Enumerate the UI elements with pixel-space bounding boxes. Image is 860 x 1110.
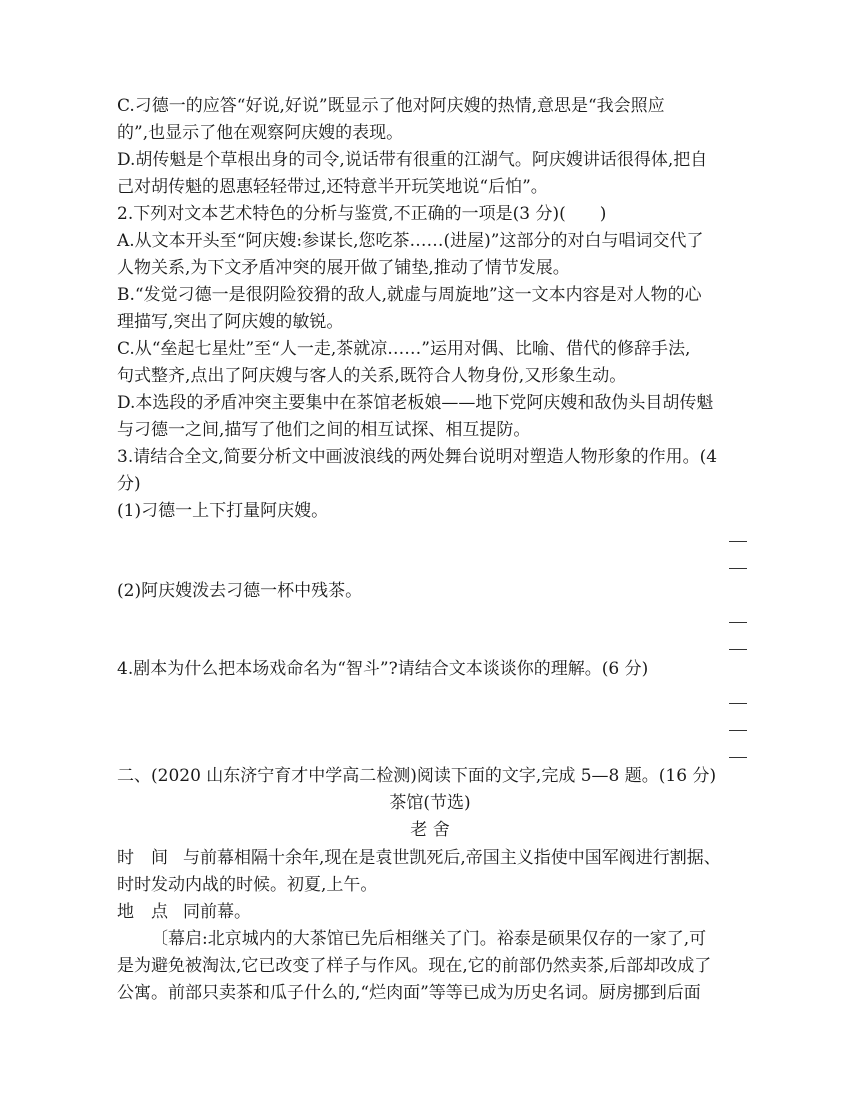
answer-blank-line[interactable] (729, 757, 747, 758)
place-label: 地 点 (117, 902, 168, 922)
q2-option-c-line-1: C.从“垒起七星灶”至“人一走,茶就凉……”运用对偶、比喻、借代的修辞手法, (117, 339, 691, 359)
q2-option-b-line-1: B.“发觉刁德一是很阴险狡猾的敌人,就虚与周旋地”这一文本内容是对人物的心 (117, 285, 702, 305)
question-3-stem-line-2: 分) (117, 474, 141, 494)
q2-option-a-line-2: 人物关系,为下文矛盾冲突的展开做了铺垫,推动了情节发展。 (117, 258, 570, 278)
answer-blank-line[interactable] (729, 568, 747, 569)
q2-option-b-line-2: 理描写,突出了阿庆嫂的敏锐。 (117, 312, 344, 332)
option-d-line-1: D.胡传魁是个草根出身的司令,说话带有很重的江湖气。阿庆嫂讲话很得体,把自 (117, 150, 708, 170)
time-text: 与前幕相隔十余年,现在是袁世凯死后,帝国主义指使中国军阀进行割据、 (183, 848, 721, 868)
q2-option-d-line-2: 与刁德一之间,描写了他们之间的相互试探、相互提防。 (117, 420, 531, 440)
stage-direction-line-1: 〔幕启:北京城内的大茶馆已先后相继关了门。裕泰是硕果仅存的一家了,可 (151, 929, 707, 949)
q2-option-a-line-1: A.从文本开头至“阿庆嫂:参谋长,您吃茶……(进屋)”这部分的对白与唱词交代了 (117, 231, 704, 251)
stage-direction-line-2: 是为避免被淘汰,它已改变了样子与作风。现在,它的前部仍然卖茶,后部却改成了 (117, 956, 712, 976)
answer-blank-line[interactable] (729, 730, 747, 731)
option-c-line-1: C.刁德一的应答“好说,好说”既显示了他对阿庆嫂的热情,意思是“我会照应 (117, 96, 665, 116)
q2-option-d-line-1: D.本选段的矛盾冲突主要集中在茶馆老板娘——地下党阿庆嫂和敌伪头目胡传魁 (117, 393, 714, 413)
stage-direction-line-3: 公寓。前部只卖茶和瓜子什么的,“烂肉面”等等已成为历史名词。厨房挪到后面 (117, 983, 701, 1003)
section-2-heading: 二、(2020 山东济宁育才中学高二检测)阅读下面的文字,完成 5—8 题。(16 分) (117, 766, 717, 786)
place-row (117, 899, 251, 925)
passage-title: 茶馆(节选) (389, 793, 471, 813)
question-3-stem-line-1: 3.请结合全文,简要分析文中画波浪线的两处舞台说明对塑造人物形象的作用。(4 (117, 447, 718, 467)
time-text-line-2: 时时发动内战的时候。初夏,上午。 (117, 875, 378, 895)
time-label: 时 间 (117, 848, 168, 868)
question-3-sub-2: (2)阿庆嫂泼去刁德一杯中残茶。 (117, 581, 363, 601)
question-2-stem: 2.下列对文本艺术特色的分析与鉴赏,不正确的一项是(3 分)( ) (117, 204, 607, 224)
q2-option-c-line-2: 句式整齐,点出了阿庆嫂与客人的关系,既符合人物身份,又形象生动。 (117, 366, 627, 386)
time-row (117, 845, 721, 871)
answer-blank-line[interactable] (729, 541, 747, 542)
place-text: 同前幕。 (183, 902, 251, 922)
option-d-line-2: 己对胡传魁的恩惠轻轻带过,还特意半开玩笑地说“后怕”。 (117, 177, 548, 197)
answer-blank-line[interactable] (729, 649, 747, 650)
answer-blank-line[interactable] (729, 622, 747, 623)
passage-author: 老 舍 (410, 820, 450, 840)
question-3-sub-1: (1)刁德一上下打量阿庆嫂。 (117, 501, 329, 521)
answer-blank-line[interactable] (729, 703, 747, 704)
option-c-line-2: 的”,也显示了他在观察阿庆嫂的表现。 (117, 123, 404, 143)
question-4-stem: 4.剧本为什么把本场戏命名为“智斗”?请结合文本谈谈你的理解。(6 分) (117, 659, 649, 679)
